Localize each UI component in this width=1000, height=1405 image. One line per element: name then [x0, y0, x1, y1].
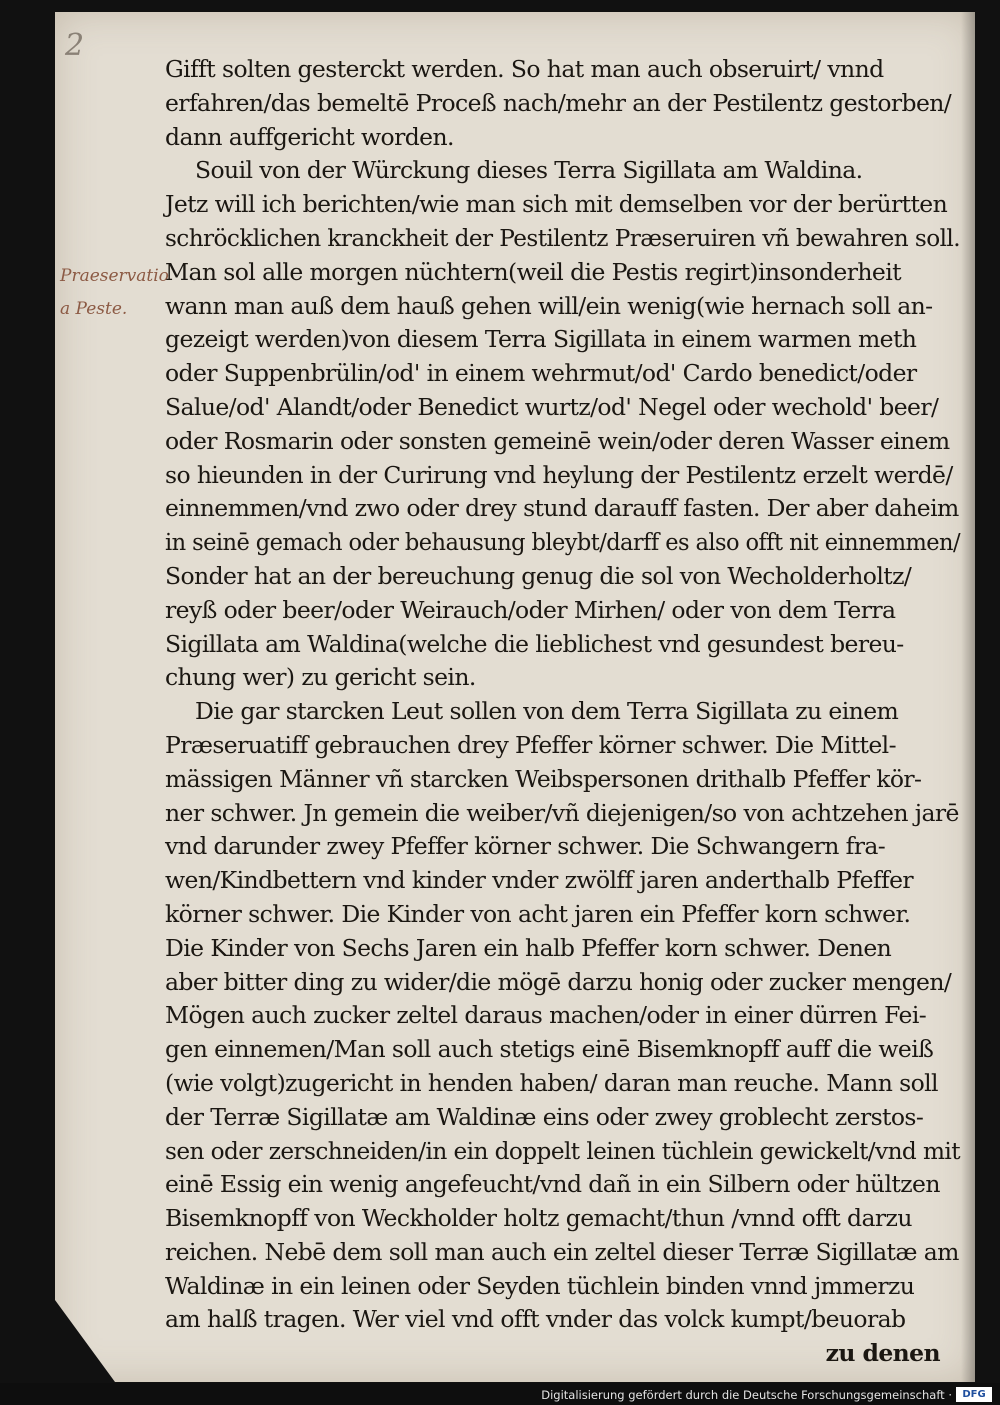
text-line: gezeigt werden)von diesem Terra Sigillata in einem warmen meth — [165, 325, 917, 354]
text-line: reichen. Nebē dem soll man auch ein zeltel dieser Terræ Sigillatæ am — [165, 1237, 959, 1266]
text-line: (wie volgt)zugericht in henden haben/ daran man reuche. Mann soll — [165, 1068, 938, 1097]
text-line: dann auffgericht worden. — [165, 122, 454, 151]
text-line: gen einnemen/Man soll auch stetigs einē Bisemknopff auff die weiß — [165, 1035, 934, 1064]
text-line: Die gar starcken Leut sollen von dem Terra Sigillata zu einem — [195, 697, 899, 726]
text-line: erfahren/das bemeltē Proceß nach/mehr an der Pestilentz gestorben/ — [165, 88, 952, 117]
margin-note-line: a Peste. — [60, 299, 128, 319]
text-line: so hieunden in der Curirung vnd heylung der Pestilentz erzelt werdē/ — [165, 460, 953, 489]
text-line: körner schwer. Die Kinder von acht jaren ein Pfeffer korn schwer. — [165, 899, 911, 928]
text-line: reyß oder beer/oder Weirauch/oder Mirhen/ oder von dem Terra — [165, 595, 896, 624]
body-text — [165, 53, 960, 1371]
text-line: oder Suppenbrülin/od' in einem wehrmut/od' Cardo benedict/oder — [165, 359, 917, 388]
text-line: vnd darunder zwey Pfeffer körner schwer. Die Schwangern fra- — [165, 832, 886, 861]
text-line: Salue/od' Alandt/oder Benedict wurtz/od' Negel oder wechold' beer/ — [165, 392, 939, 421]
text-line: Sigillata am Waldina(welche die lieblichest vnd gesundest bereu- — [165, 629, 904, 658]
text-line: schröcklichen kranckheit der Pestilentz Præseruiren vñ bewahren soll. — [165, 223, 960, 252]
text-line: wen/Kindbettern vnd kinder vnder zwölff jaren anderthalb Pfeffer — [165, 866, 914, 895]
text-line: in seinē gemach oder behausung bleybt/darff es also offt nit einnemmen/ — [165, 528, 960, 557]
dfg-logo: DFG — [956, 1387, 992, 1402]
text-line: der Terræ Sigillatæ am Waldinæ eins oder zwey groblecht zerstos- — [165, 1102, 924, 1131]
text-line: einē Essig ein wenig angefeucht/vnd dañ in ein Silbern oder hültzen — [165, 1170, 940, 1199]
text-line: am halß tragen. Wer viel vnd offt vnder das volck kumpt/beuorab — [165, 1305, 906, 1334]
text-line: Sonder hat an der bereuchung genug die sol von Wecholderholtz/ — [165, 561, 912, 590]
text-line: Waldinæ in ein leinen oder Seyden tüchlein binden vnnd jmmerzu — [165, 1271, 915, 1300]
funding-credit: Digitalisierung gefördert durch die Deutsche Forschungsgemeinschaft · — [541, 1388, 952, 1402]
text-line: Man sol alle morgen nüchtern(weil die Pestis regirt)insonderheit — [165, 257, 901, 286]
text-line: einnemmen/vnd zwo oder drey stund darauff fasten. Der aber daheim — [165, 494, 959, 523]
catchword: zu denen — [825, 1339, 940, 1368]
text-line: wann man auß dem hauß gehen will/ein wenig(wie hernach soll an- — [165, 291, 933, 320]
page-edge-shadow — [961, 12, 975, 1382]
text-line: Die Kinder von Sechs Jaren ein halb Pfeffer korn schwer. Denen — [165, 933, 892, 962]
text-line: oder Rosmarin oder sonsten gemeinē wein/oder deren Wasser einem — [165, 426, 950, 455]
text-line: ner schwer. Jn gemein die weiber/vñ diejenigen/so von achtzehen jarē — [165, 798, 959, 827]
text-line: sen oder zerschneiden/in ein doppelt leinen tüchlein gewickelt/vnd mit — [165, 1136, 960, 1165]
text-line: Jetz will ich berichten/wie man sich mit demselben vor der berürtten — [165, 190, 948, 219]
text-line: chung wer) zu gericht sein. — [165, 663, 476, 692]
text-line: aber bitter ding zu wider/die mögē darzu honig oder zucker mengen/ — [165, 967, 952, 996]
margin-note-line: Praeservatio — [60, 266, 169, 286]
text-line: mässigen Männer vñ starcken Weibspersonen drithalb Pfeffer kör- — [165, 764, 922, 793]
folio-number: 2 — [65, 28, 85, 63]
text-line: Præseruatiff gebrauchen drey Pfeffer körner schwer. Die Mittel- — [165, 730, 896, 759]
margin-note — [60, 260, 169, 326]
text-line: Gifft solten gesterckt werden. So hat man auch obseruirt/ vnnd — [165, 55, 884, 83]
text-line: Souil von der Würckung dieses Terra Sigillata am Waldina. — [195, 156, 863, 185]
text-line: Bisemknopff von Weckholder holtz gemacht/thun /vnnd offt darzu — [165, 1204, 912, 1233]
text-line: Mögen auch zucker zeltel daraus machen/oder in einer dürren Fei- — [165, 1001, 927, 1030]
